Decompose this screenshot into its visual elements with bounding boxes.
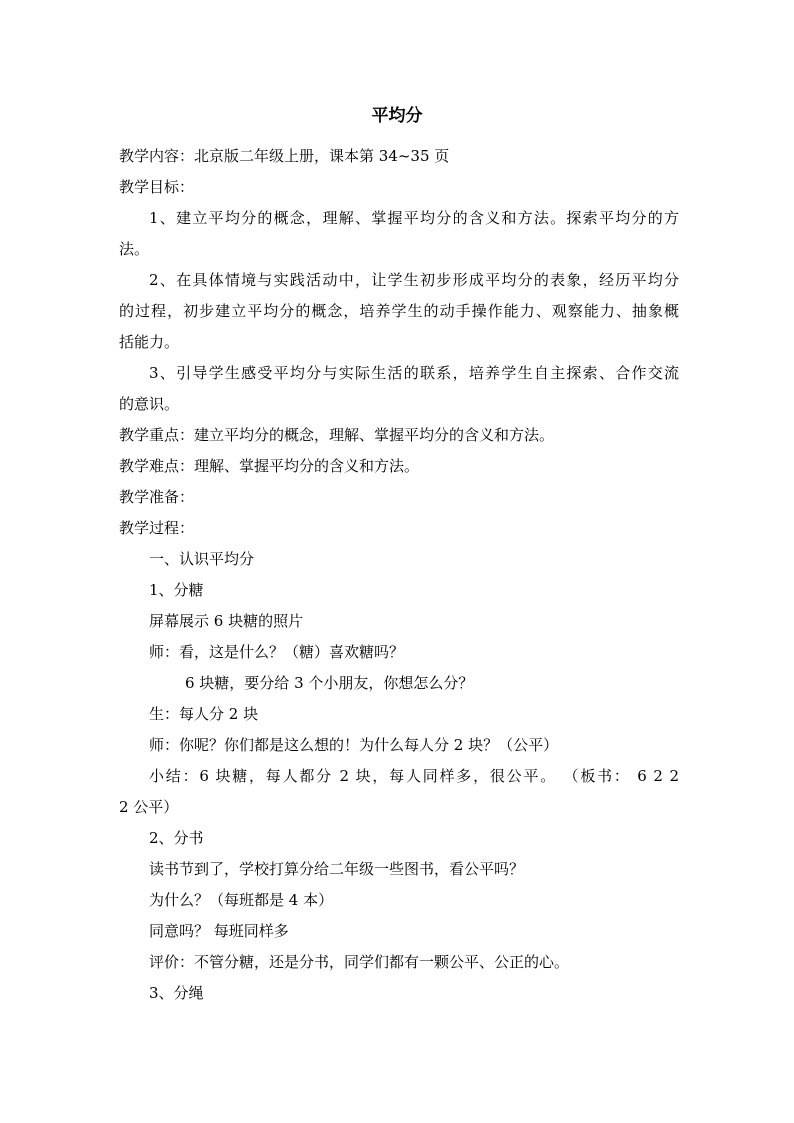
key-point: 教学重点：建立平均分的概念，理解、掌握平均分的含义和方法。 — [119, 426, 555, 444]
step-heading: 3、分绳 — [149, 984, 204, 1002]
goal-2-line-2: 的过程，初步建立平均分的概念，培养学生的动手操作能力、观察能力、抽象概 — [119, 302, 679, 320]
goal-3-line-2: 的意识。 — [119, 395, 180, 413]
summary-line-1: 小结：6 块糖，每人都分 2 块，每人同样多，很公平。 （板书： 6 2 2 — [149, 767, 679, 785]
goal-2-line-1: 2、在具体情境与实践活动中，让学生初步形成平均分的表象，经历平均分 — [149, 271, 679, 289]
paragraph: 为什么？（每班都是 4 本） — [149, 891, 334, 909]
paragraph: 评价：不管分糖，还是分书，同学们都有一颗公平、公正的心。 — [149, 953, 570, 971]
teaching-content: 教学内容：北京版二年级上册，课本第 34~35 页 — [119, 147, 450, 165]
page-title: 平均分 — [371, 106, 423, 126]
goal-1-line-1: 1、建立平均分的概念，理解、掌握平均分的含义和方法。探索平均分的方 — [149, 209, 679, 227]
goal-3-line-1: 3、引导学生感受平均分与实际生活的联系，培养学生自主探索、合作交流 — [149, 364, 679, 382]
paragraph: 师：你呢？你们都是这么想的！为什么每人分 2 块？（公平） — [149, 736, 559, 754]
process-label: 教学过程： — [119, 519, 195, 537]
step-heading: 1、分糖 — [149, 581, 204, 599]
step-heading: 2、分书 — [149, 829, 204, 847]
summary-line-2: 2 公平） — [119, 798, 179, 816]
paragraph: 6 块糖，要分给 3 个小朋友，你想怎么分？ — [185, 674, 474, 692]
goals-label: 教学目标： — [119, 178, 195, 196]
goal-1-line-2: 法。 — [119, 240, 150, 258]
goal-2-line-3: 括能力。 — [119, 333, 180, 351]
paragraph: 生：每人分 2 块 — [149, 705, 259, 723]
section-heading: 一、认识平均分 — [149, 550, 255, 568]
paragraph: 屏幕展示 6 块糖的照片 — [149, 612, 304, 630]
paragraph: 读书节到了，学校打算分给二年级一些图书，看公平吗？ — [149, 860, 525, 878]
preparation: 教学准备： — [119, 488, 195, 506]
paragraph: 师：看，这是什么？（糖）喜欢糖吗？ — [149, 643, 405, 661]
paragraph: 同意吗？ 每班同样多 — [149, 922, 289, 940]
difficulty: 教学难点：理解、掌握平均分的含义和方法。 — [119, 457, 420, 475]
